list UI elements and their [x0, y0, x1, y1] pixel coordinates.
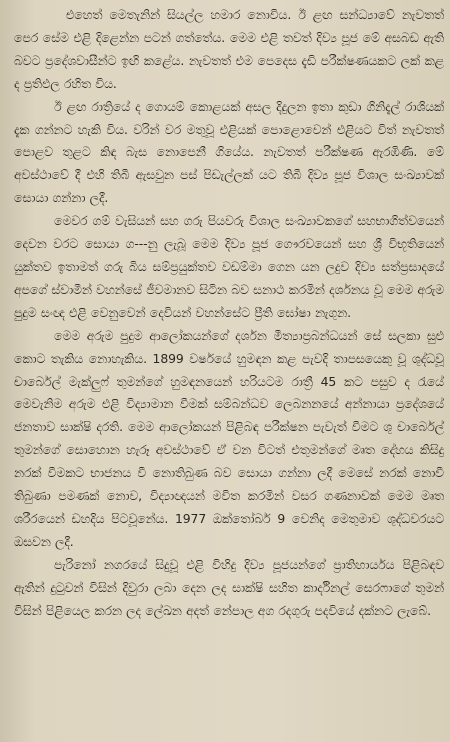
- paragraph-4: මෙම අරුම පුදුම ආලෝකයන්ගේ දර්ශන මීත්‍යාප්‍රබන්ධයන් සේ සලකා සුළු කොට තැකිය නොහැකිය. 1899 වර්ෂයේ හුමඳන කළ පැවදි තාපසයෙකු වූ ශුද්ධවූ චාර්බෙල් මැක්ලුෆ් තුමන්ගේ හුමඳනයෙන් හරියටම රාත්‍රී 45 කට පසුව ද රැයේ මෙවැනිම අරුම එළි විද්‍යාමාන වීමක් සම්බන්ධව ලෙබනනයේ අන්නායා ප්‍රදේශයේ ජනතාව සාක්ෂි දරති. මෙම ආලෝකයන් පිළිබඳ පරීක්ෂන පැවැත් වීමට ශු චාර්බෙල් තුමන්ගේ සොහොන හැරූ අවස්ථාවේ ඒ වන විටත් එතුමන්ගේ මෘත දේහය කිසිදු නරක් වීමකට භාජනය වී නොතිබුණ බව සොයා ගන්නා ලදී මෙසේ නරක් නොවී තිබුණා පමණක් නොව, විද්‍යාඥයන් මවිත කරමින් වසර ගණනාවක් මෙම මෘත ශරීරයෙන් ඩහදිය පිටවූනේය. 1977 ඔක්තෝබර් 9 වෙනිද මෙතුමාව ශුද්ධවරයට ඔසවන ලදී.: [14, 327, 444, 549]
- paragraph-3: මෙවර ගම් වැසියන් සහ ගරු පියවරු විශාල සංඛ්‍යාවකගේ සහභාගිත්වයෙන් දෙවන වරට සොයා ග---නු ලැබූ මෙම දිව්‍ය පූජ ගෞරවයෙන් සහ ශ්‍රී විභූතියෙන් යුක්තව ඉතාමත් ගරු බිය සම්ප්‍රයුක්තව වඩම්මා ගෙන යන ලදුව දිව්‍ය සත්ප්‍රසාදයේ අපගේ ස්වාමීන් වහන්සේ ජීවමානව සිටින බව සනාථ කරමින් දර්ශනය වූ මෙම අරුම පුදුම සංඥ එළි වෙනුවෙන් දෙවියන් වහන්සේට ප්‍රීති ඝෝෂා නැගුන.: [14, 213, 444, 320]
- body-text: [14, 4, 444, 622]
- paragraph-2: ඊ ළඟ රාත්‍රියේ ද ගොයම් කොළයක් අසල දිදුලන ඉතා කුඩා ගිනිදැල් රාශියක් දැක ගන්නට හැකි විය. වරින් වර මතුවූ එළියක් පොළොවෙන් එළියට විත් නැවතත් පොළව තුළට කිඳ බැස නොපෙනී ගියේය. නැවතත් පරීක්ෂණ ඇරඹිණි. මේ අවස්ථාවේ දී එහි තිබී ඇසවුන පස් පිඩැල්ලක් යට තිබී දිව්‍ය පූජ විශාල සංඛ්‍යාවක් සොයා ගන්නා ලදී.: [14, 98, 444, 206]
- paragraph-5: පැරිනෝ නගරයේ සිදුවූ එළි විහිදු දිව්‍ය පූජයන්ගේ ප්‍රාතිහාර්යය පිළිබඳව ඇතින් දුටුවන් විසින් දිවුරා ලබා දෙන ලද සාක්ෂි සහිත කාර්දිනල් සෙරෆාගේ තුමන් විසින් පිළියෙල කරන ලද ලේඛන අදත් නේපාල අග රදගුරු පදවියේ දක්නට ලැබේ.: [14, 556, 444, 618]
- paragraph-1: එහෙත් මෙතැනින් සියල්ල හමාර නොවිය. ඊ ළඟ සන්ධ්‍යාවේ නැවතත් පෙර සේම එළි දිළෙන්න පටන් ගත්තේය. මෙම එළි තවත් දිව්‍ය පූජ මේ අසබඩ ඇති බවට ප්‍රදේශවාසීන්ට ඉඟි කළේය. නැවතත් එම පෙදෙස දැඩි පරීක්ෂණයකට ලක් කළ ද ප්‍රතිඵල රහිත විය.: [14, 7, 444, 91]
